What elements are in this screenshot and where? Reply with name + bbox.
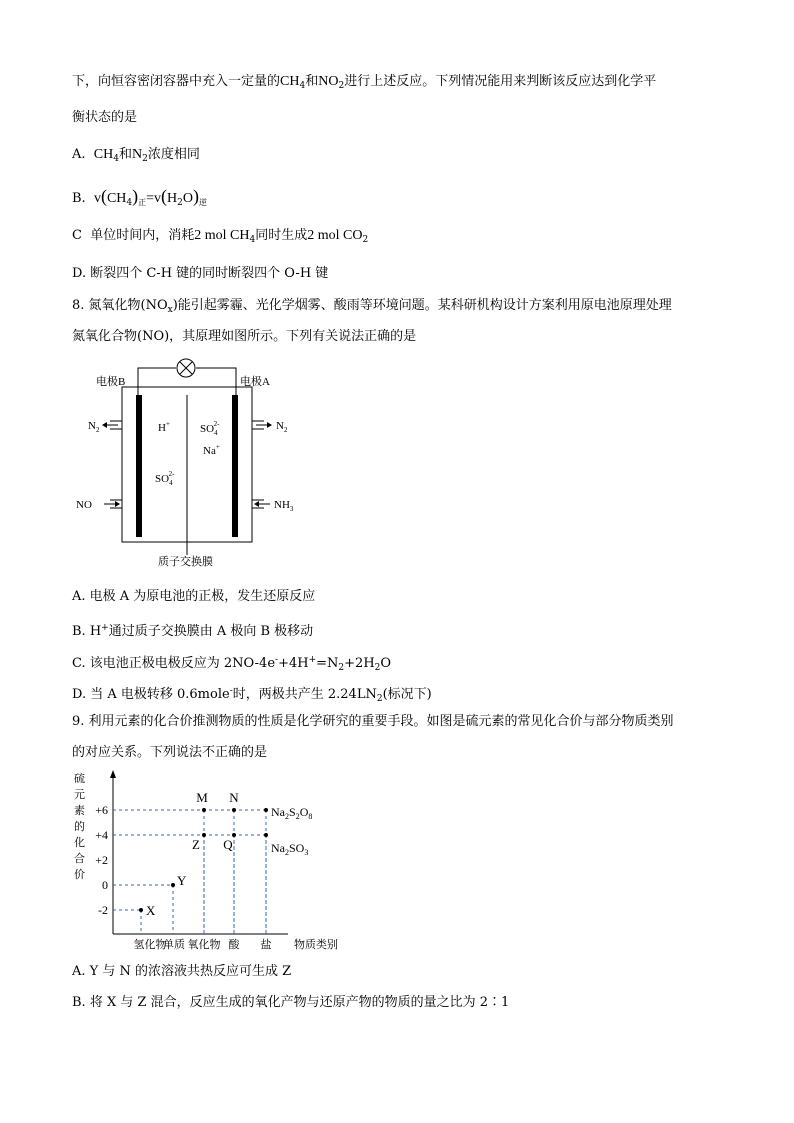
label-h-plus: H+	[158, 420, 170, 434]
q7-and: 和	[305, 74, 319, 89]
option-label: C	[72, 228, 82, 243]
label-na-plus: Na+	[203, 443, 220, 457]
paren: (	[161, 186, 168, 206]
formula-sub: 2	[142, 154, 148, 164]
formula-sub: 4	[113, 154, 119, 164]
formula-ch4: CH	[106, 191, 127, 206]
q7-option-c	[72, 226, 368, 250]
label-n2-right: $N_2$	[276, 420, 288, 434]
y-axis-title	[74, 771, 85, 881]
label-n2-left: $N_2$	[88, 420, 100, 434]
formula-sup: -	[229, 686, 233, 696]
q8-stem-text: 8. 氮氧化物(NO	[72, 298, 168, 313]
electrode-a-plate	[232, 395, 238, 537]
rate-reverse-mark: 逆	[199, 198, 208, 207]
option-text: 单位时间内，消耗	[90, 228, 195, 243]
paren: )	[193, 186, 200, 206]
formula-sub: 4	[126, 198, 133, 208]
y-title-char: 的	[74, 821, 85, 833]
sulfur-valence-chart	[68, 768, 358, 956]
formula-o: O	[182, 191, 194, 206]
guide-lines	[113, 810, 266, 934]
wire-left	[138, 368, 176, 397]
lamp-icon	[177, 359, 195, 377]
x-tick-label: 氢化物	[133, 939, 167, 951]
q9-stem-line1: 9. 利用元素的化合价推测物质的性质是化学研究的重要手段。如图是硫元素的常见化合价与部分物质类别	[72, 714, 674, 729]
x-axis-title: 物质类别	[294, 939, 338, 951]
option-text: O	[380, 656, 392, 671]
option-label: A.	[72, 147, 86, 162]
y-title-char: 化	[74, 837, 85, 849]
point-z	[202, 833, 206, 837]
label-so4-right: $SO_42-$	[200, 420, 220, 437]
rate-eq: =v	[146, 191, 162, 206]
label-electrode-b: 电极B	[96, 376, 126, 388]
q7-and: 和	[118, 147, 132, 162]
option-text: 同时生成	[255, 228, 308, 243]
formula-n2: N	[132, 147, 143, 162]
q8-option-b	[72, 618, 313, 642]
y-tick-label: 0	[102, 878, 108, 892]
label-so4-left: $SO_42-$	[155, 470, 175, 487]
point-label-m: M	[196, 790, 208, 805]
paren: )	[132, 186, 139, 206]
option-text: C. 该电池正极电极反应为 2NO-4e	[72, 656, 276, 671]
point-na2s2o8	[264, 808, 268, 812]
point-na2so3	[264, 833, 268, 837]
formula-sub: 2	[177, 198, 183, 208]
q9-option-a: A. Y 与 N 的浓溶液共热反应可生成 Z	[72, 964, 292, 979]
label-na2so3: $Na_2SO_3$	[271, 841, 309, 857]
y-tick-label: +2	[95, 853, 108, 867]
point-y	[171, 883, 175, 887]
y-tick-label: -2	[98, 903, 108, 917]
formula-no2: NO	[318, 74, 339, 89]
formula-ch4: CH	[280, 74, 300, 89]
y-axis-arrow-icon	[110, 770, 116, 778]
option-text: (标况下)	[382, 687, 432, 702]
arrow-in-left-icon	[104, 501, 120, 507]
formula-sup: -	[275, 655, 279, 665]
formula-ch4: CH	[93, 147, 114, 162]
formula-sup: +	[308, 655, 317, 665]
rate-forward-mark: 正	[138, 198, 147, 207]
option-text: 浓度相同	[147, 147, 200, 162]
formula-sub: 2	[362, 235, 369, 245]
label-no: NO	[76, 499, 92, 511]
point-x	[139, 908, 143, 912]
y-title-char: 价	[74, 869, 85, 881]
formula-2mol-ch4: 2 mol CH	[194, 228, 250, 243]
point-label-q: Q	[223, 837, 233, 852]
q7-stem-text: 进行上述反应。下列情况能用来判断该反应达到化学平	[344, 74, 657, 89]
arrow-out-left-icon	[102, 422, 118, 428]
option-text: D. 当 A 电极转移 0.6mole	[72, 687, 230, 702]
formula-sub: 2	[338, 81, 345, 91]
option-text: 通过质子交换膜由 A 极向 B 极移动	[108, 624, 314, 639]
point-label-y: Y	[177, 873, 187, 888]
label-membrane: 质子交换膜	[158, 556, 213, 568]
y-title-char: 素	[74, 805, 85, 817]
x-tick-label: 单质	[163, 939, 185, 951]
q8-option-a: A. 电极 A 为原电池的正极，发生还原反应	[72, 589, 316, 604]
rate-v: v	[93, 191, 101, 206]
q7-stem-line1	[72, 72, 656, 96]
option-text: =N	[316, 656, 339, 671]
wire-right	[196, 368, 236, 397]
point-label-z: Z	[192, 837, 200, 852]
label-na2s2o8: $Na_2S_2O_8$	[271, 805, 313, 821]
q9-stem-line2: 的对应关系。下列说法不正确的是	[72, 745, 268, 760]
formula-h2o: H	[167, 191, 178, 206]
point-m	[202, 808, 206, 812]
q9-option-b: B. 将 X 与 Z 混合，反应生成的氧化产物与还原产物的物质的量之比为 2∶1	[72, 995, 510, 1010]
formula-sub: 4	[299, 81, 306, 91]
label-electrode-a: 电极A	[240, 376, 270, 388]
q8-stem-line2: 氮氧化合物(NO)，其原理如图所示。下列有关说法正确的是	[72, 329, 417, 344]
x-tick-label: 盐	[260, 939, 272, 951]
x-tick-label: 氧化物	[187, 939, 221, 951]
q7-option-a	[72, 145, 200, 169]
arrow-in-right-icon	[254, 501, 270, 507]
option-text: 时，两极共产生 2.24LN	[232, 687, 377, 702]
label-nh3: $NH_3$	[274, 499, 294, 513]
q7-stem-line2: 衡状态的是	[72, 110, 138, 125]
electrode-b-plate	[136, 395, 142, 537]
x-ticks	[134, 937, 272, 951]
y-title-char: 硫	[74, 773, 85, 785]
y-tick-label: +6	[95, 803, 108, 817]
point-n	[232, 808, 236, 812]
y-ticks	[95, 803, 108, 917]
x-tick-label: 酸	[228, 939, 240, 951]
y-title-char: 合	[74, 853, 85, 865]
q8-stem-text: )能引起雾霾、光化学烟雾、酸雨等环境问题。某科研机构设计方案利用原电池原理处理	[172, 298, 672, 313]
formula-sub: x	[167, 305, 173, 315]
formula-sub: 4	[249, 235, 256, 245]
q7-option-d: D. 断裂四个 C-H 键的同时断裂四个 O-H 键	[72, 266, 329, 281]
q8-option-d	[72, 681, 432, 709]
option-text: +4H	[278, 656, 309, 671]
y-title-char: 元	[74, 789, 85, 801]
point-label-n: N	[229, 790, 239, 805]
q7-stem-text: 下，向恒容密闭容器中充入一定量的	[72, 74, 281, 89]
option-label: B.	[72, 191, 86, 206]
formula-2mol-co2: 2 mol CO	[307, 228, 363, 243]
cell-diagram	[70, 355, 310, 570]
formula-sub: 2	[376, 694, 383, 704]
y-tick-label: +4	[95, 828, 108, 842]
formula-sub: 2	[374, 663, 381, 673]
q8-option-c	[72, 650, 391, 678]
formula-sub: 2	[338, 663, 345, 673]
formula-sup: +	[101, 623, 109, 633]
arrow-out-right-icon	[256, 422, 272, 428]
option-text: B. H	[72, 624, 102, 639]
option-text: +2H	[344, 656, 375, 671]
point-label-x: X	[146, 903, 156, 918]
paren: (	[100, 186, 107, 206]
q7-option-b	[72, 186, 207, 213]
q8-stem-line1	[72, 296, 672, 320]
